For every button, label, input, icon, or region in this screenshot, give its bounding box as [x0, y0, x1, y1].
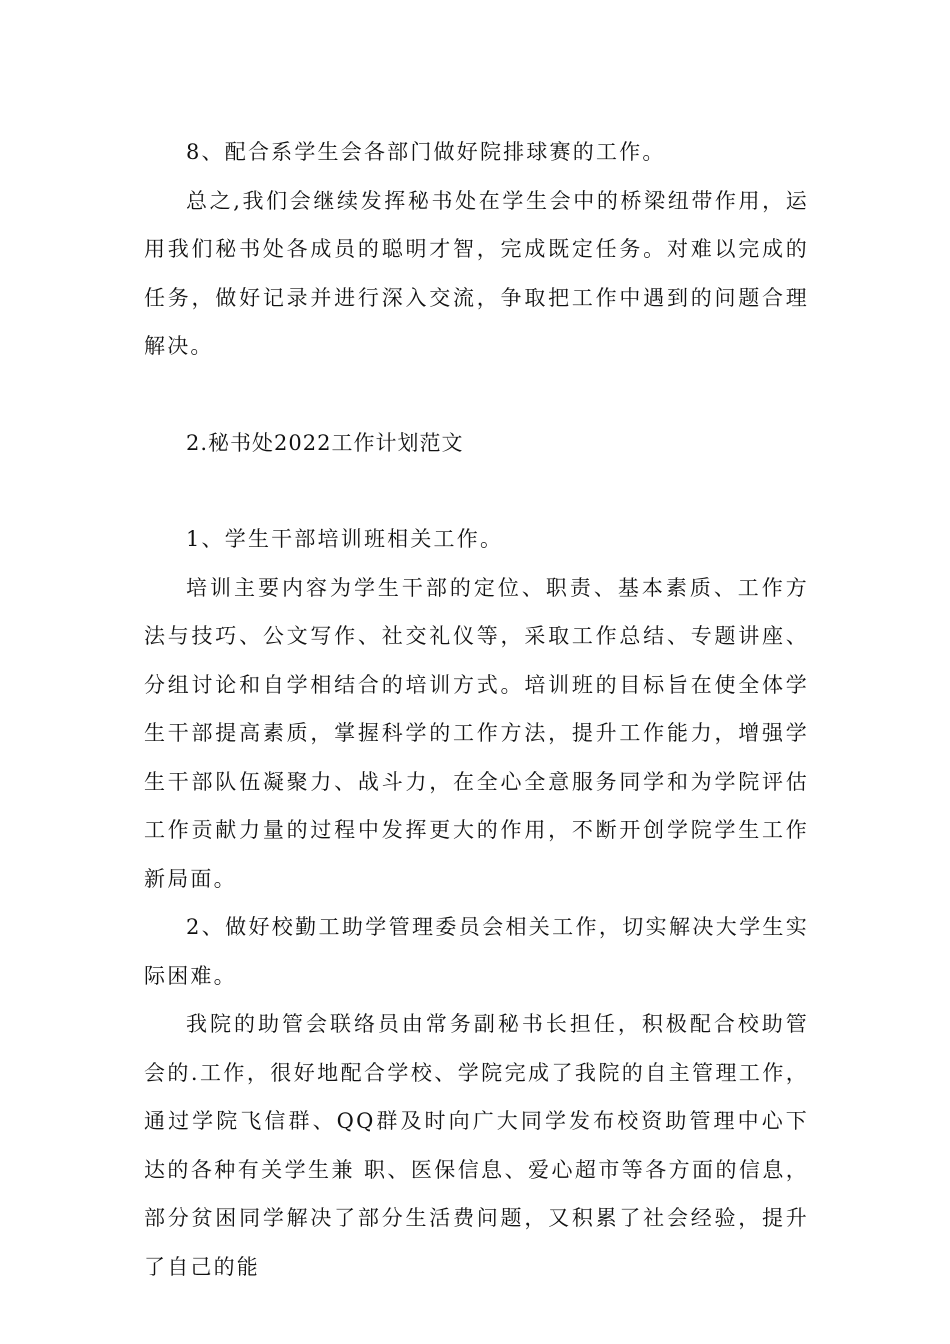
paragraph-item-1: 1、学生干部培训班相关工作。: [186, 527, 504, 551]
paragraph-item-8: 8、配合系学生会各部门做好院排球赛的工作。: [186, 140, 666, 164]
paragraph-assistance: 我院的助管会联络员由常务副秘书长担任，积极配合校助管会的.工作，很好地配合学校、学院完成了我院的自主管理工作，通过学院飞信群、QQ群及时向广大同学发布校资助管理中心下达的各种有关学生兼 职、医保信息、爱心超市等各方面的信息，部分贫困同学解决了部分生活费问题，又积累了社会经验，提升了自己的能: [144, 1012, 809, 1279]
spacer: [144, 467, 809, 515]
paragraph-item-2: 2、做好校勤工助学管理委员会相关工作，切实解决大学生实际困难。: [144, 915, 809, 988]
spacer: [144, 371, 809, 419]
paragraph-training: 培训主要内容为学生干部的定位、职责、基本素质、工作方法与技巧、公文写作、社交礼仪等，采取工作总结、专题讲座、分组讨论和自学相结合的培训方式。培训班的目标旨在使全体学生干部提高素质，掌握科学的工作方法，提升工作能力，增强学生干部队伍凝聚力、战斗力，在全心全意服务同学和为学院评估工作贡献力量的过程中发挥更大的作用，不断开创学院学生工作新局面。: [144, 575, 809, 891]
paragraph-summary: 总之,我们会继续发挥秘书处在学生会中的桥梁纽带作用，运用我们秘书处各成员的聪明才智，完成既定任务。对难以完成的任务，做好记录并进行深入交流，争取把工作中遇到的问题合理解决。: [144, 188, 809, 358]
document-body: [144, 128, 809, 1291]
section-heading: 2.秘书处2022工作计划范文: [186, 430, 464, 455]
